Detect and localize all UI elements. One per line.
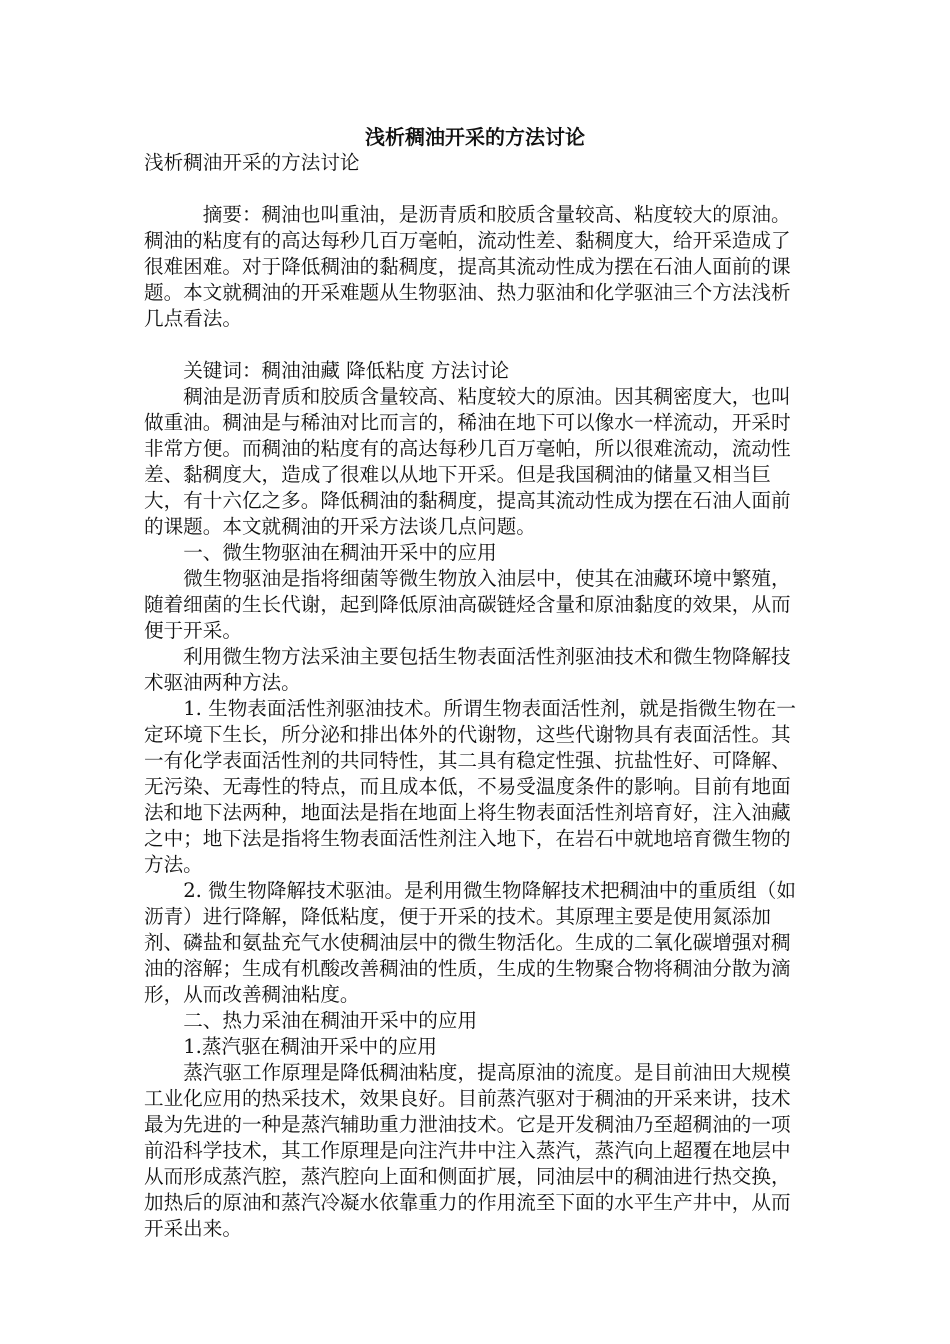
section-heading-microbial: 一、微生物驱油在稠油开采中的应用 xyxy=(183,541,497,564)
document-title: 浅析稠油开采的方法讨论 xyxy=(365,125,585,149)
paragraph-biosurfactant: 1. 生物表面活性剂驱油技术。所谓生物表面活性剂，就是指微生物在一定环境下生长，所分泌和排出体外的代谢物，这些代谢物具有表面活性。其一有化学表面活性剂的共同特性，其二具有稳定性强、抗盐性好、可降解、无污染、无毒性的特点，而且成本低，不易受温度条件的影响。目前有地面法和地下法两种，地面法是指在地面上将生物表面活性剂培育好，注入油藏之中；地下法是指将生物表面活性剂注入地下，在岩石中就地培育微生物的方法。 xyxy=(144,697,796,876)
paragraph-intro: 稠油是沥青质和胶质含量较高、粘度较大的原油。因其稠密度大，也叫做重油。稠油是与稀油对比而言的，稀油在地下可以像水一样流动，开采时非常方便。而稠油的粘度有的高达每秒几百万毫帕，所以很难流动，流动性差、黏稠度大，造成了很难以从地下开采。但是我国稠油的储量又相当巨大，有十六亿之多。降低稠油的黏稠度，提高其流动性成为摆在石油人面前的课题。本文就稠油的开采方法谈几点问题。 xyxy=(144,385,791,538)
blank-line xyxy=(144,332,804,358)
abstract-paragraph: 摘要：稠油也叫重油，是沥青质和胶质含量较高、粘度较大的原油。稠油的粘度有的高达每秒几百万毫帕，流动性差、黏稠度大，给开采造成了很难困难。对于降低稠油的黏稠度，提高其流动性成为摆在石油人面前的课题。本文就稠油的开采难题从生物驱油、热力驱油和化学驱油三个方法浅析几点看法。 xyxy=(144,203,791,330)
paragraph-microbial-degradation: 2. 微生物降解技术驱油。是利用微生物降解技术把稠油中的重质组（如沥青）进行降解，降低粘度，便于开采的技术。其原理主要是使用氮添加剂、磷盐和氨盐充气水使稠油层中的微生物活化。生成的二氧化碳增强对稠油的溶解；生成有机酸改善稠油的性质，生成的生物聚合物将稠油分散为滴形，从而改善稠油粘度。 xyxy=(144,879,796,1006)
paragraph-steam-drive: 蒸汽驱工作原理是降低稠油粘度，提高原油的流度。是目前油田大规模工业化应用的热采技术，效果良好。目前蒸汽驱对于稠油的开采来讲，技术最为先进的一种是蒸汽辅助重力泄油技术。它是开发稠油乃至超稠油的一项前沿科学技术，其工作原理是向注汽井中注入蒸汽，蒸汽向上超覆在地层中从而形成蒸汽腔，蒸汽腔向上面和侧面扩展，同油层中的稠油进行热交换，加热后的原油和蒸汽冷凝水依靠重力的作用流至下面的水平生产井中，从而开采出来。 xyxy=(144,1061,791,1240)
subsection-heading-steam: 1.蒸汽驱在稠油开采中的应用 xyxy=(183,1035,438,1058)
blank-line xyxy=(144,176,804,202)
paragraph-microbial-methods: 利用微生物方法采油主要包括生物表面活性剂驱油技术和微生物降解技术驱油两种方法。 xyxy=(144,645,791,694)
document-body xyxy=(144,150,804,1242)
section-heading-thermal: 二、热力采油在稠油开采中的应用 xyxy=(183,1009,478,1032)
keywords-line: 关键词：稠油油藏 降低粘度 方法讨论 xyxy=(183,359,510,382)
paragraph-microbial-definition: 微生物驱油是指将细菌等微生物放入油层中，使其在油藏环境中繁殖，随着细菌的生长代谢，起到降低原油高碳链烃含量和原油黏度的效果，从而便于开采。 xyxy=(144,567,791,642)
document-subtitle: 浅析稠油开采的方法讨论 xyxy=(144,151,360,174)
